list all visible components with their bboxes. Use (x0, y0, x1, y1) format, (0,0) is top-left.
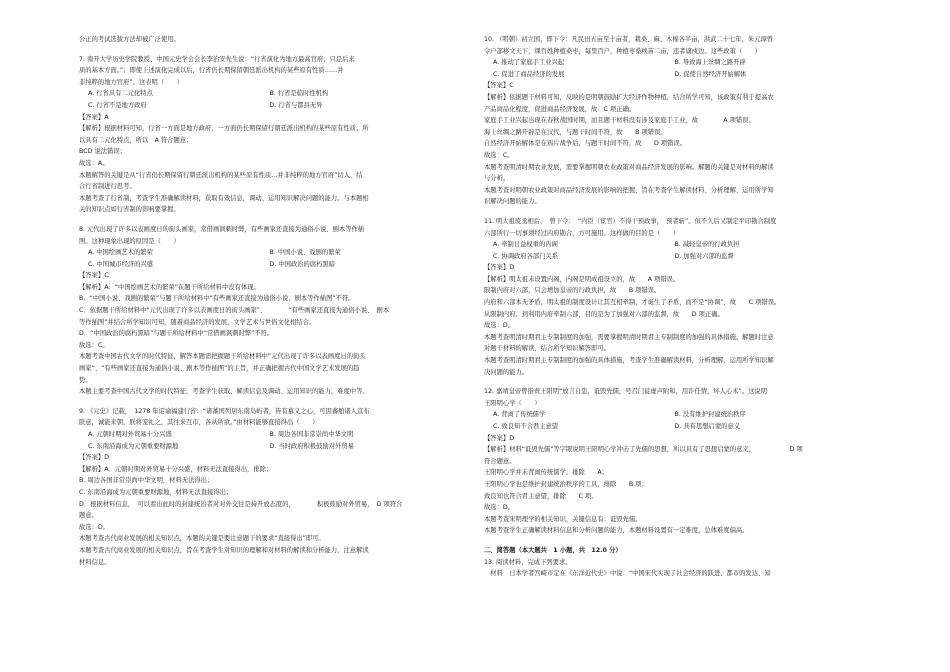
text-line: 符合题意。 (484, 457, 516, 465)
text-line: 【解析】明太祖未设置内阁，内阁是明成祖设立的，故 A 项错误。 (484, 275, 680, 283)
text-line: 故选：C。 (484, 151, 514, 159)
answer-options-row (79, 100, 451, 112)
answer-options-row (79, 247, 451, 259)
text-line: 【答案】A (79, 113, 109, 121)
text-line: 【解析】根据材料可知，行省一方面是地方政府，一方面仍长期保留行朝廷派出机构的某些原有性质，所 (79, 125, 369, 133)
text-line: 9. 《元史》记载， 1278 年诏谕福建行省：“诸蕃国列居东南岛屿者，皆有慕义之心，可因蕃舶诸人宣布 (79, 407, 370, 415)
text-line: 12. 嘉靖皇帝曾指责王阳明“放言自恣，诋毁先儒，号召门徒虚声附和，用诈任情，坏人心术”。这说明 (484, 388, 768, 396)
text-line: 与分析。 (484, 175, 510, 183)
paragraph-gap (79, 46, 451, 54)
answer-options-row (79, 88, 451, 100)
text-line: 限制内府对六部，只会增加皇帝的行政负担，故 B 项错误。 (484, 287, 661, 295)
answer-option: A. 牵制日益权重的内阁 (493, 241, 558, 249)
paragraph-gap (79, 398, 451, 406)
answer-options-row (79, 429, 451, 441)
answer-option: C. 致良知不合君主意望 (493, 423, 559, 430)
text-line: 六部所行一切事须经过内府勘合，方可施用。这样做的目的是（ ） (484, 229, 680, 237)
text-line: 【答案】C (484, 82, 514, 90)
text-line: 自然经济开始解体是在鸦片战争后，与题干时间不符，故 D 项错误。 (484, 140, 687, 148)
paragraph-gap (484, 208, 856, 216)
text-line: 8. 元代出现了许多以表画度日的街头画家，常借画讽刺时弊，有些画家还直接为通俗小说、剧本等作插 (79, 225, 365, 233)
text-line: 故选：C。 (79, 341, 109, 349)
answer-options-row (484, 421, 856, 433)
text-line: 本题考查明清时期农业发展，需要掌握明朝农业政策对商品经济发展的影响。解题的关键是对材料的解读 (484, 163, 774, 171)
text-line: 产品商品化程度，促进商品经济发展，故 C 项正确。 (484, 105, 636, 113)
paragraph-gap (484, 537, 856, 545)
answer-option: C. 行省不是地方政府 (88, 101, 147, 109)
answer-option: D. 加强对六部的监督 (674, 252, 734, 260)
text-line: 令户部移文天下，课百姓种植桑枣，每里百户，种植枣桑秧苗二亩，违者谪戍边。这些政策（ ） (484, 47, 762, 55)
text-line: 7. 南开大学历史学院教授、中国元史学会会长李治安先生说：“行省演化为地方最高官府，只是后来 (79, 55, 355, 63)
text-line: 决问题的能力。 (484, 368, 529, 376)
answer-options-row (79, 259, 451, 271)
answer-option: A. 中国绘画艺术的繁荣 (88, 249, 153, 257)
text-line: 质的基本方面。”；即使上述演化完成以后，行省仍长期保留朝廷派出机构的某些原有性质……并 (79, 67, 344, 75)
text-line: 等作插图”并结合所学知识可知，随着商品经济的发展，文学艺术与世俗文化相结合。 (79, 318, 316, 326)
answer-options-row (79, 441, 451, 453)
answer-options-row (484, 69, 856, 81)
text-line: 11. 明太祖废丞相后， 曾下令： “内臣（宦官）不得干预政事， 预者斩”。但不久后又制定平印勘合制度 (484, 217, 777, 225)
right-column (484, 34, 856, 580)
text-line: 本题考查学生正确解读材料信息和分析问题的能力，本题材料设置有一定难度，总体难度偏高。 (484, 527, 749, 535)
text-line: 本题考查了行省制，考查学生准确解读材料，获取有效信息，调动、运用知识解决问题的能力。与本题相 (79, 194, 369, 202)
answer-option: A. 推动了家庭手工业兴起 (493, 59, 565, 67)
text-line: 【答案】D (484, 434, 515, 442)
left-column (79, 34, 451, 568)
text-line: BCD 说法错误； (79, 148, 126, 156)
text-line: 对题干材料的解读，结合所学知识解答即可。 (484, 345, 610, 353)
text-line: 海上丝绸之路开辟是在汉代，与题干时间不符，故 B 项错误。 (484, 128, 667, 136)
text-line: 【解析】A．“中国绘画艺术的繁荣”在题干所给材料中没有体现。 (79, 283, 260, 291)
answer-option: B. 中国小说、戏剧的繁荣 (269, 249, 341, 257)
answer-option: D. 当时政府积极鼓励对外贸易 (269, 442, 354, 450)
answer-option: B. 行省是临时性机构 (269, 90, 329, 98)
answer-option: B. 减轻皇帝的行政负担 (674, 241, 740, 249)
text-line: 故选：D。 (484, 322, 515, 330)
text-line: 【解析】材料“诋毁先儒”等字眼说明王阳明心学冲击了先儒的思想，所以具有了思想启蒙的意义， D 项 (484, 446, 803, 454)
text-line: 关的知识点如行省制的影响要掌握。 (79, 206, 180, 214)
text-line: 故选：D。 (484, 504, 515, 512)
text-line: 【答案】C (79, 272, 109, 280)
answer-option: B. 没有维护封建统治秩序 (674, 411, 746, 419)
text-line: 致良知也符合君主意望，排除 C 项。 (484, 492, 598, 500)
text-line: 【答案】D (484, 264, 515, 272)
answer-options-row (484, 251, 856, 263)
text-line: 合行省制进行思考。 (79, 183, 136, 191)
answer-option: D. 促使自然经济开始解体 (674, 70, 747, 78)
answer-option: D. 行省与都县无异 (269, 101, 323, 109)
answer-option: D. 具有思想启蒙的意义 (674, 423, 741, 430)
text-line: 本题考查古代商业发展的相关知识点，旨在考查学生对知识的理解和对材料的解读和分析能力，注意解读 (79, 546, 369, 554)
text-line: 本题主要考查中国古代文学的时代特征，考查学生获取、解读信息及调动、运用知识的能力，难度中等。 (79, 388, 369, 396)
answer-options-row (484, 409, 856, 421)
text-line: 朕意，诚能来朝，朕将宠礼之，其往来互市，各从所欲。”由材料能够直接得出（ ） (79, 419, 319, 427)
answer-option: C. 协调政府各部门关系 (493, 252, 559, 260)
text-line: 【解析】A．元朝时期对外贸易十分兴盛，材料无法直接得出，排除； (79, 465, 273, 473)
text-line: 画家”、“有些画家还直接为通俗小说、剧本等作插图”的主旨，并正确把握古代中国文学艺术发展的趋 (79, 365, 360, 373)
text-line: 本题考查古代商业发展的相关知识点，本题的关键是要注意题干的要求“直接得出”即可。 (79, 535, 325, 543)
text-line: 题意。 (79, 512, 98, 520)
text-line: 材料 日本学者宫崎市定在《东洋近代史》中说：“中国宋代实现了社会经济的跃进、都市的发达、知 (484, 570, 771, 578)
text-line: D．“中国政治的腐朽黑暗”与题干所给材料中“常借画讽刺时弊”不符。 (79, 330, 274, 338)
text-line: 材料信息。 (79, 558, 111, 566)
answer-options-row (484, 57, 856, 69)
answer-option: B. 周边各国非常崇尚中华文明 (269, 431, 354, 438)
answer-option: A. 背离了传统儒学 (493, 411, 546, 419)
answer-options-row (484, 239, 856, 251)
text-line: B．“中国小说、戏剧的繁荣”与题干所给材料中“有些画家还直接为通俗小说、剧本等作插图”不符。 (79, 295, 355, 303)
text-line: 10. （明朝）初立国，即下令：凡民田五亩至十亩者，栽桑、麻、木棉各半亩，洪武二十七年，朱元璋曾 (484, 36, 774, 43)
text-line: 王阳明心学并未背离传统儒学，排除 A； (484, 469, 608, 477)
text-line: 王阳明心学（ ） (484, 399, 541, 407)
text-line: 【答案】D (79, 454, 110, 462)
text-line: 二、简答题（本大题共 1 小题，共 12.0 分） (484, 546, 622, 554)
text-line: 本题考查宋明理学的相关知识，关键信息有：诋毁先儒。 (484, 515, 642, 523)
text-line: D．根据材料信息， 可以看出此时的封建统治者对对外交往是持开放态度的， 积极鼓励对外贸易， D 项符合 (79, 500, 403, 508)
text-line: 以具有二元化特点，所以 A 符合题意； (79, 136, 193, 144)
text-line: 故选：D。 (79, 523, 110, 531)
text-line: 故选：A。 (79, 159, 109, 167)
text-line: 本题考查中国古代文学的时代特征，解答本题需把握题干所给材料中“元代出现了许多以表画度日的街头 (79, 353, 366, 361)
text-line: 本题考查明清时期君主专制制度的加强，需要掌握明清时期君主专制制度的加强的具体措施。解题时注意 (484, 333, 774, 341)
answer-option: C. 东南沿海成为元朝重要财源地 (88, 442, 179, 450)
text-line: 内府和六部本无矛盾，明太祖的制度设计让其互相牵制，才诞生了矛盾，而不是“协调”，故 C 项错误。 (484, 299, 781, 307)
text-line: 从限制内府，到利用内府牵制六部，目的是为了加强对六部的监督，故 D 项正确。 (484, 310, 724, 318)
text-line: 本题解答的关键是从“行省仍长期保留行朝廷派出机构的某些原有性质…并非纯粹的地方官府”切入，结 (79, 171, 363, 179)
answer-option: C. 促进了商品经济的发展 (493, 70, 565, 78)
text-line: 本题考查对明朝农业政策对商品经济发展的影响的把握，旨在考查学生解读材料、分析理解、运用所学知 (484, 186, 774, 194)
answer-option: D. 中国政治的腐朽黑暗 (269, 260, 336, 268)
answer-option: A. 元朝时期对外贸易十分兴盛 (88, 431, 172, 438)
paragraph-gap (79, 216, 451, 224)
text-line: 识解决问题的能力。 (484, 198, 541, 206)
text-line: B. 周边各国非常崇尚中华文明，材料无法得出； (79, 477, 214, 485)
text-line: 【解析】依据题干材料可知，反映的是明朝鼓励扩大经济作物种植，结合所学可知，该政策有利于提高农 (484, 93, 774, 101)
text-line: 本题考查明清时期君主专制制度的加强的具体措施，考查学生准确解读材料，分析理解、运用所学知识解 (484, 357, 774, 365)
text-line: 家庭手工业兴起出现在春秋战国时期，而且题干材料没有涉及家庭手工业，故 A 项错误。 (484, 117, 755, 125)
answer-option: A. 行省具有二元化特点 (88, 90, 153, 98)
text-line: C．依据题干所给材料中“元代出现了许多以表画度日的街头画家”、 “有些画家还直接为通俗小说、 剧本 (79, 307, 390, 315)
text-line: 势。 (79, 376, 92, 384)
text-line: 非纯粹的地方官府”。这表明（ ） (79, 78, 184, 86)
paragraph-gap (484, 378, 856, 386)
text-line: C. 东南沿海成为元朝重要财源地，材料无法直接得出； (79, 488, 233, 496)
answer-option: B. 导致海上丝绸之路开辟 (674, 59, 746, 67)
text-line: 图。这种现象出现的原因是（ ） (79, 237, 180, 245)
answer-option: C. 中国城市经济的兴盛 (88, 260, 154, 268)
text-line: 公正的考试选拔方法却被广泛使用。 (79, 36, 180, 43)
text-line: 王阳明心学也是维护封建统治秩序的工具，排除 B 项； (484, 480, 648, 488)
text-line: 13. 阅读材料，完成下列要求。 (484, 558, 572, 566)
